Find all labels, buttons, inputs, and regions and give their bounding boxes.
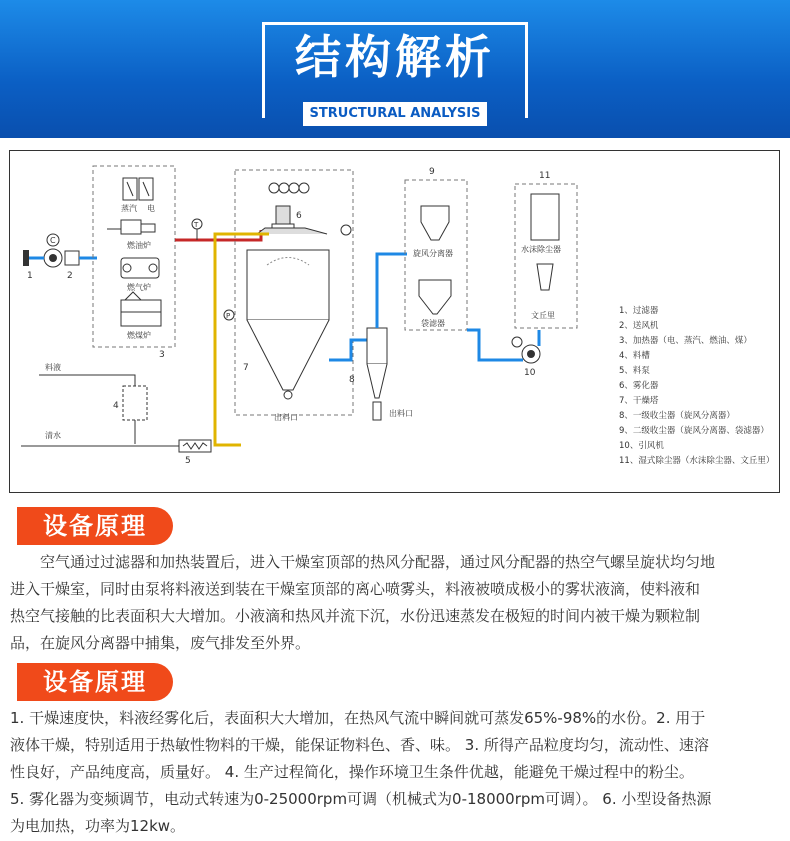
label-num-9: 9 (429, 167, 435, 177)
label-steam: 蒸汽 (121, 204, 137, 213)
legend-item: 11、湿式除尘器（水沫除尘器、文丘里） (619, 456, 775, 466)
legend-item: 7、干燥塔 (619, 396, 659, 406)
label-gas-furnace: 燃气炉 (127, 283, 151, 292)
label-num-5: 5 (185, 456, 191, 466)
label-num-11: 11 (539, 171, 551, 181)
paragraph-line: 5. 雾化器为变频调节，电动式转速为0-25000rpm可调（机械式为0-18000rpm可调）。 6. 小型设备热源 (10, 790, 712, 808)
paragraph-line: 1. 干燥速度快，料液经雾化后，表面积大大增加，在热风气流中瞬间就可蒸发65%-98%的水份。2. 用于 (10, 709, 706, 727)
banner-subtitle: STRUCTURAL ANALYSIS (303, 102, 487, 126)
label-water-foam: 水沫除尘器 (521, 245, 561, 254)
label-venturi: 文丘里 (531, 311, 555, 320)
section-title-principle: 设备原理 (17, 507, 173, 545)
label-outlet-a: 出料口 (274, 413, 298, 422)
header-banner (0, 0, 790, 138)
paragraph-line: 进入干燥室，同时由泵将料液送到装在干燥室顶部的离心喷雾头，料液被喷成极小的雾状液滴，使料液和 (10, 580, 701, 598)
svg-text:P: P (226, 312, 231, 320)
label-outlet-b: 出料口 (389, 409, 413, 418)
legend-item: 10、引风机 (619, 441, 664, 451)
paragraph-line: 液体干燥，特别适用于热敏性物料的干燥，能保证物料色、香、味。 3. 所得产品粒度均匀，流动性、速溶 (10, 736, 709, 754)
legend-item: 6、雾化器 (619, 381, 659, 391)
banner-title: 结构解析 (295, 30, 495, 84)
legend-item: 1、过滤器 (619, 306, 659, 316)
paragraph-line: 性良好，产品纯度高，质量好。 4. 生产过程简化，操作环境卫生条件优越，能避免干燥过程中的粉尘。 (10, 763, 694, 781)
svg-text:T: T (194, 221, 199, 229)
paragraph-line: 热空气接触的比表面积大大增加。小液滴和热风并流下沉，水份迅速蒸发在极短的时间内被干燥为颗粒制 (10, 607, 701, 625)
process-flow-diagram (9, 150, 780, 493)
label-num-8: 8 (349, 375, 355, 385)
paragraph-line: 空气通过过滤器和加热装置后，进入干燥室顶部的热风分配器，通过风分配器的热空气螺呈旋状均匀地 (10, 553, 716, 571)
paragraph-line: 为电加热，功率为12kw。 (10, 817, 186, 835)
principle-paragraph (10, 549, 782, 657)
legend-item: 5、料泵 (619, 366, 650, 376)
label-clear-water: 清水 (45, 431, 61, 440)
legend-item: 4、料槽 (619, 351, 650, 361)
label-cyclone: 旋风分离器 (413, 249, 453, 258)
legend-item: 2、送风机 (619, 321, 659, 331)
label-num-1: 1 (27, 271, 33, 281)
features-paragraph (10, 705, 782, 840)
label-oil-furnace: 燃油炉 (127, 241, 151, 250)
label-feed-liquid: 料液 (45, 363, 61, 372)
gas-furnace (121, 258, 159, 278)
section-title-features: 设备原理 (17, 663, 173, 701)
label-num-4: 4 (113, 401, 119, 411)
legend-item: 8、一级收尘器（旋风分离器） (619, 411, 735, 421)
legend-item: 9、二级收尘器（旋风分离器、袋滤器） (619, 426, 769, 436)
water-foam-scrubber (531, 194, 559, 240)
label-num-10: 10 (524, 368, 536, 378)
legend-item: 3、加热器（电、蒸汽、燃油、煤） (619, 336, 752, 346)
label-num-7: 7 (243, 363, 249, 373)
label-coal-furnace: 燃煤炉 (127, 331, 151, 340)
paragraph-line: 品，在旋风分离器中捕集，废气排发至外界。 (10, 634, 311, 652)
label-num-3: 3 (159, 350, 165, 360)
feed-tank (123, 386, 147, 420)
label-num-2: 2 (67, 271, 73, 281)
label-electric: 电 (147, 204, 155, 213)
label-bag-filter: 袋滤器 (421, 319, 445, 328)
svg-text:C: C (50, 236, 56, 245)
label-num-6: 6 (296, 211, 302, 221)
